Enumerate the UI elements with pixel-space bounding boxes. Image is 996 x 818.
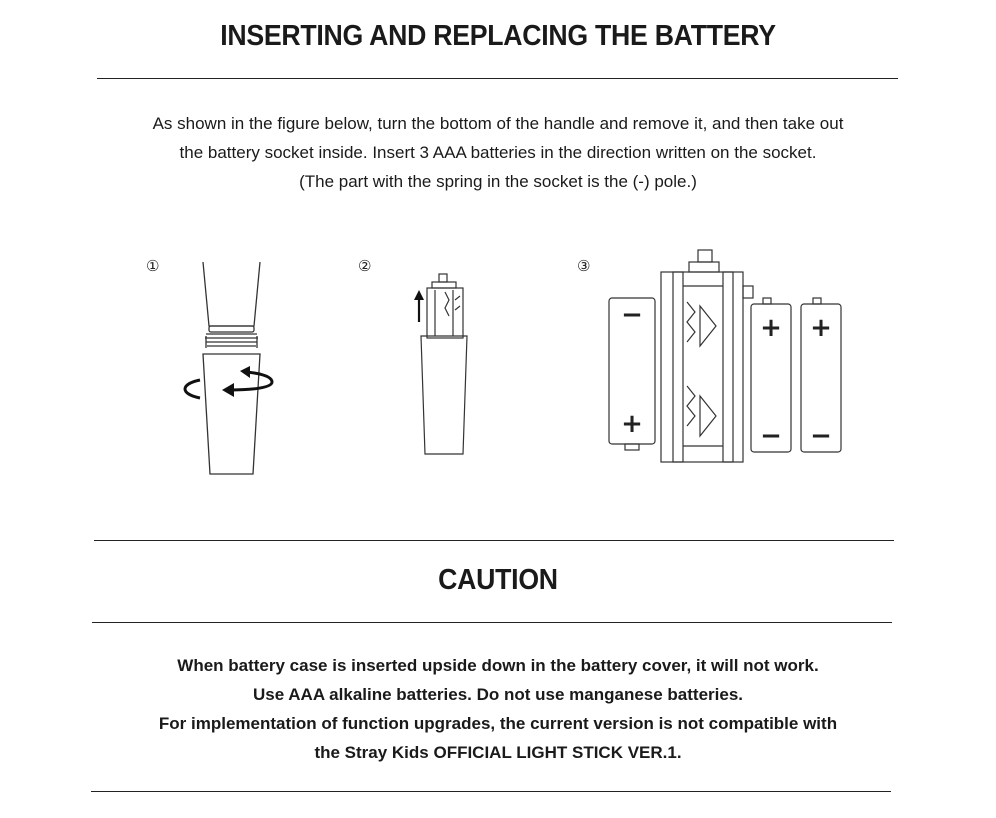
plus-sign: +	[621, 409, 643, 439]
caution-line: When battery case is inserted upside down in the battery cover, it will not work.	[177, 656, 819, 675]
plus-sign: +	[810, 313, 832, 343]
instruction-line: the battery socket inside. Insert 3 AAA batteries in the direction written on the socket.	[179, 143, 817, 162]
minus-sign: −	[760, 421, 782, 451]
caution-line: Use AAA alkaline batteries. Do not use manganese batteries.	[252, 685, 743, 704]
plus-sign: +	[760, 313, 782, 343]
arrow-head-icon	[222, 383, 234, 397]
figure-remove-handle-bottom	[170, 258, 290, 488]
battery-socket	[661, 250, 753, 462]
instruction-line: (The part with the spring in the socket is the (-) pole.)	[299, 172, 697, 191]
caution-text	[0, 651, 996, 767]
figure-insert-batteries	[605, 246, 865, 476]
step-number-3: ③	[577, 258, 591, 275]
install-instructions	[0, 109, 996, 196]
divider	[92, 622, 892, 623]
step-number-1: ①	[146, 258, 160, 275]
divider	[97, 78, 898, 79]
minus-sign: −	[810, 421, 832, 451]
install-section-title: INSERTING AND REPLACING THE BATTERY	[220, 20, 776, 52]
figure-remove-battery-socket	[405, 270, 495, 470]
instruction-line: As shown in the figure below, turn the bottom of the handle and remove it, and then take out	[152, 114, 844, 133]
minus-sign: −	[621, 300, 643, 330]
caution-line: For implementation of function upgrades, the current version is not compatible with	[158, 714, 838, 733]
step-number-2: ②	[358, 258, 372, 275]
divider	[91, 791, 891, 792]
divider	[94, 540, 894, 541]
caution-title: CAUTION	[438, 564, 558, 596]
caution-line: the Stray Kids OFFICIAL LIGHT STICK VER.1.	[314, 743, 682, 762]
